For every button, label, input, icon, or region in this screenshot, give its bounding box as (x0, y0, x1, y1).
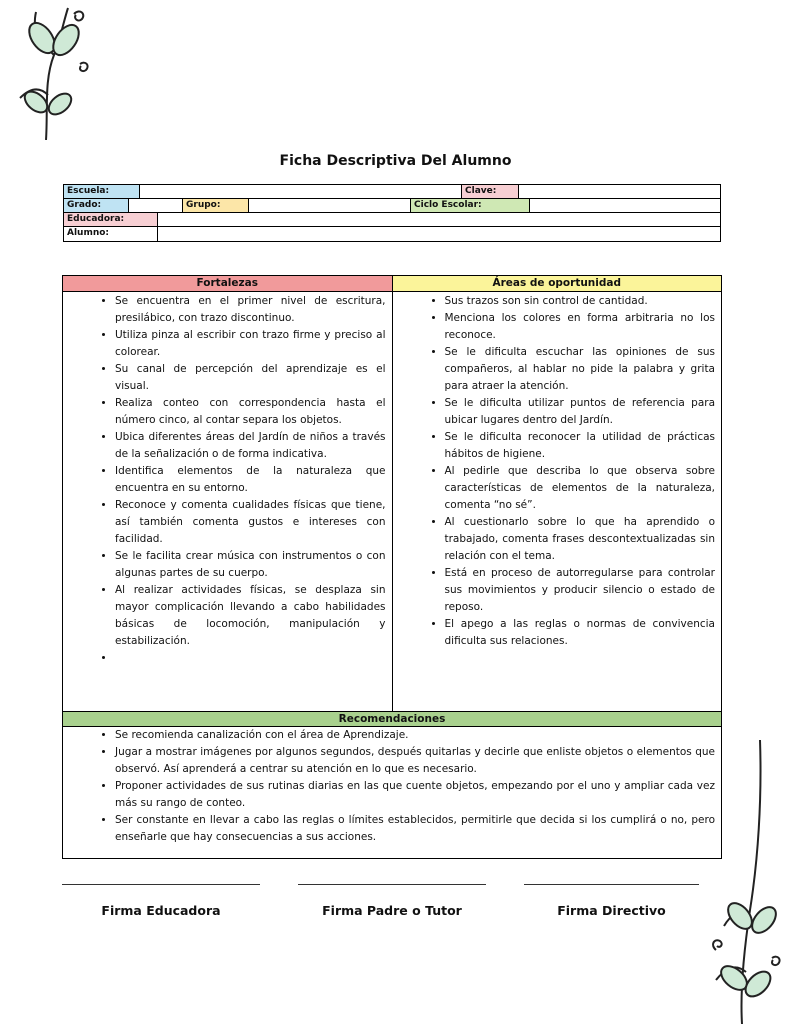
signature-directivo-label: Firma Directivo (557, 903, 666, 918)
signature-line[interactable] (298, 884, 486, 885)
list-item: • Se le dificulta reconocer la utilidad de prácticas hábitos de higiene. (445, 429, 716, 463)
oportunidad-header: Áreas de oportunidad (393, 276, 722, 291)
info-row-educadora (63, 212, 721, 226)
info-row-grado (63, 198, 721, 212)
list-item: • Al pedirle que describa lo que observa sobre características de elementos de la naturaleza, comenta “no sé”. (445, 463, 716, 514)
list-item: • Reconoce y comenta cualidades físicas que tiene, así también comenta gustos e intereses con facilidad. (115, 497, 386, 548)
list-item: • Se le dificulta escuchar las opiniones de sus compañeros, al hablar no pide la palabra y grita para atraer la atención. (445, 344, 716, 395)
list-item: • Se le facilita crear música con instrumentos o con algunas partes de su cuerpo. (115, 548, 386, 582)
educadora-label: Educadora: (64, 213, 158, 226)
list-item: • Está en proceso de autorregularse para controlar sus movimientos y producir silencio o estado de reposo. (445, 565, 716, 616)
signature-padre-label: Firma Padre o Tutor (322, 903, 462, 918)
evaluation-body-row (63, 292, 721, 712)
alumno-label: Alumno: (64, 227, 158, 241)
clave-field[interactable] (519, 185, 720, 198)
page-title: Ficha Descriptiva Del Alumno (279, 153, 512, 169)
grado-label: Grado: (64, 199, 129, 212)
student-info-table (63, 184, 721, 242)
list-item: • Menciona los colores en forma arbitraria no los reconoce. (445, 310, 716, 344)
recomendaciones-header: Recomendaciones (63, 712, 721, 727)
info-row-alumno (63, 226, 721, 242)
list-item: • Jugar a mostrar imágenes por algunos segundos, después quitarlas y decirle que enliste objetos o elementos que observó. Así aprenderá a centrar su atención en lo que es necesario. (115, 744, 715, 778)
signature-educadora (62, 884, 260, 918)
leafy-vine-top-left-icon (8, 0, 98, 140)
list-item: • Se le dificulta utilizar puntos de referencia para ubicar lugares dentro del Jardín. (445, 395, 716, 429)
signature-directivo (524, 884, 699, 918)
list-item: • Utiliza pinza al escribir con trazo firme y preciso al colorear. (115, 327, 386, 361)
fortalezas-list (81, 293, 386, 667)
list-item: • Su canal de percepción del aprendizaje es el visual. (115, 361, 386, 395)
list-item: • Al cuestionarlo sobre lo que ha aprendido o trabajado, comenta frases descontextualizadas sin relación con el tema. (445, 514, 716, 565)
oportunidad-list (411, 293, 716, 650)
oportunidad-column (393, 292, 722, 711)
info-row-escuela (63, 184, 721, 198)
signature-line[interactable] (524, 884, 699, 885)
evaluation-table (62, 275, 722, 859)
list-item: • Se encuentra en el primer nivel de escritura, presilábico, con trazo discontinuo. (115, 293, 386, 327)
grupo-label: Grupo: (183, 199, 249, 212)
list-item: • Ser constante en llevar a cabo las reglas o límites establecidos, permitirle que decida si los cumplirá o no, pero enseñarle que hay consecuencias a sus acciones. (115, 812, 715, 846)
list-item: • Ubica diferentes áreas del Jardín de niños a través de la señalización o de forma indicativa. (115, 429, 386, 463)
alumno-field[interactable] (158, 227, 720, 241)
escuela-label: Escuela: (64, 185, 140, 198)
ciclo-escolar-field[interactable] (530, 199, 720, 212)
fortalezas-column (63, 292, 393, 711)
list-item: • El apego a las reglas o normas de convivencia dificulta sus relaciones. (445, 616, 716, 650)
educadora-field[interactable] (158, 213, 720, 226)
list-item: • Identifica elementos de la naturaleza que encuentra en su entorno. (115, 463, 386, 497)
signature-line[interactable] (62, 884, 260, 885)
ciclo-escolar-label: Ciclo Escolar: (411, 199, 530, 212)
grado-field[interactable] (129, 199, 183, 212)
list-item-empty (115, 650, 386, 667)
list-item: • Proponer actividades de sus rutinas diarias en las que cuente objetos, empezando por el uno y ampliar cada vez más su rango de conteo. (115, 778, 715, 812)
signature-educadora-label: Firma Educadora (101, 903, 221, 918)
signature-padre-tutor (298, 884, 486, 918)
list-item: • Se recomienda canalización con el área de Aprendizaje. (115, 727, 715, 744)
list-item: • Al realizar actividades físicas, se desplaza sin mayor complicación llevando a cabo habilidades básicas de locomoción, manipulación y estabilización. (115, 582, 386, 650)
grupo-field[interactable] (249, 199, 411, 212)
evaluation-header-row (63, 276, 721, 292)
list-item: • Sus trazos son sin control de cantidad. (445, 293, 716, 310)
fortalezas-header: Fortalezas (63, 276, 393, 291)
escuela-field[interactable] (140, 185, 462, 198)
list-item: • Realiza conteo con correspondencia hasta el número cinco, al contar separa los objetos. (115, 395, 386, 429)
recomendaciones-list (81, 727, 715, 846)
recomendaciones-body (63, 727, 721, 846)
clave-label: Clave: (462, 185, 519, 198)
